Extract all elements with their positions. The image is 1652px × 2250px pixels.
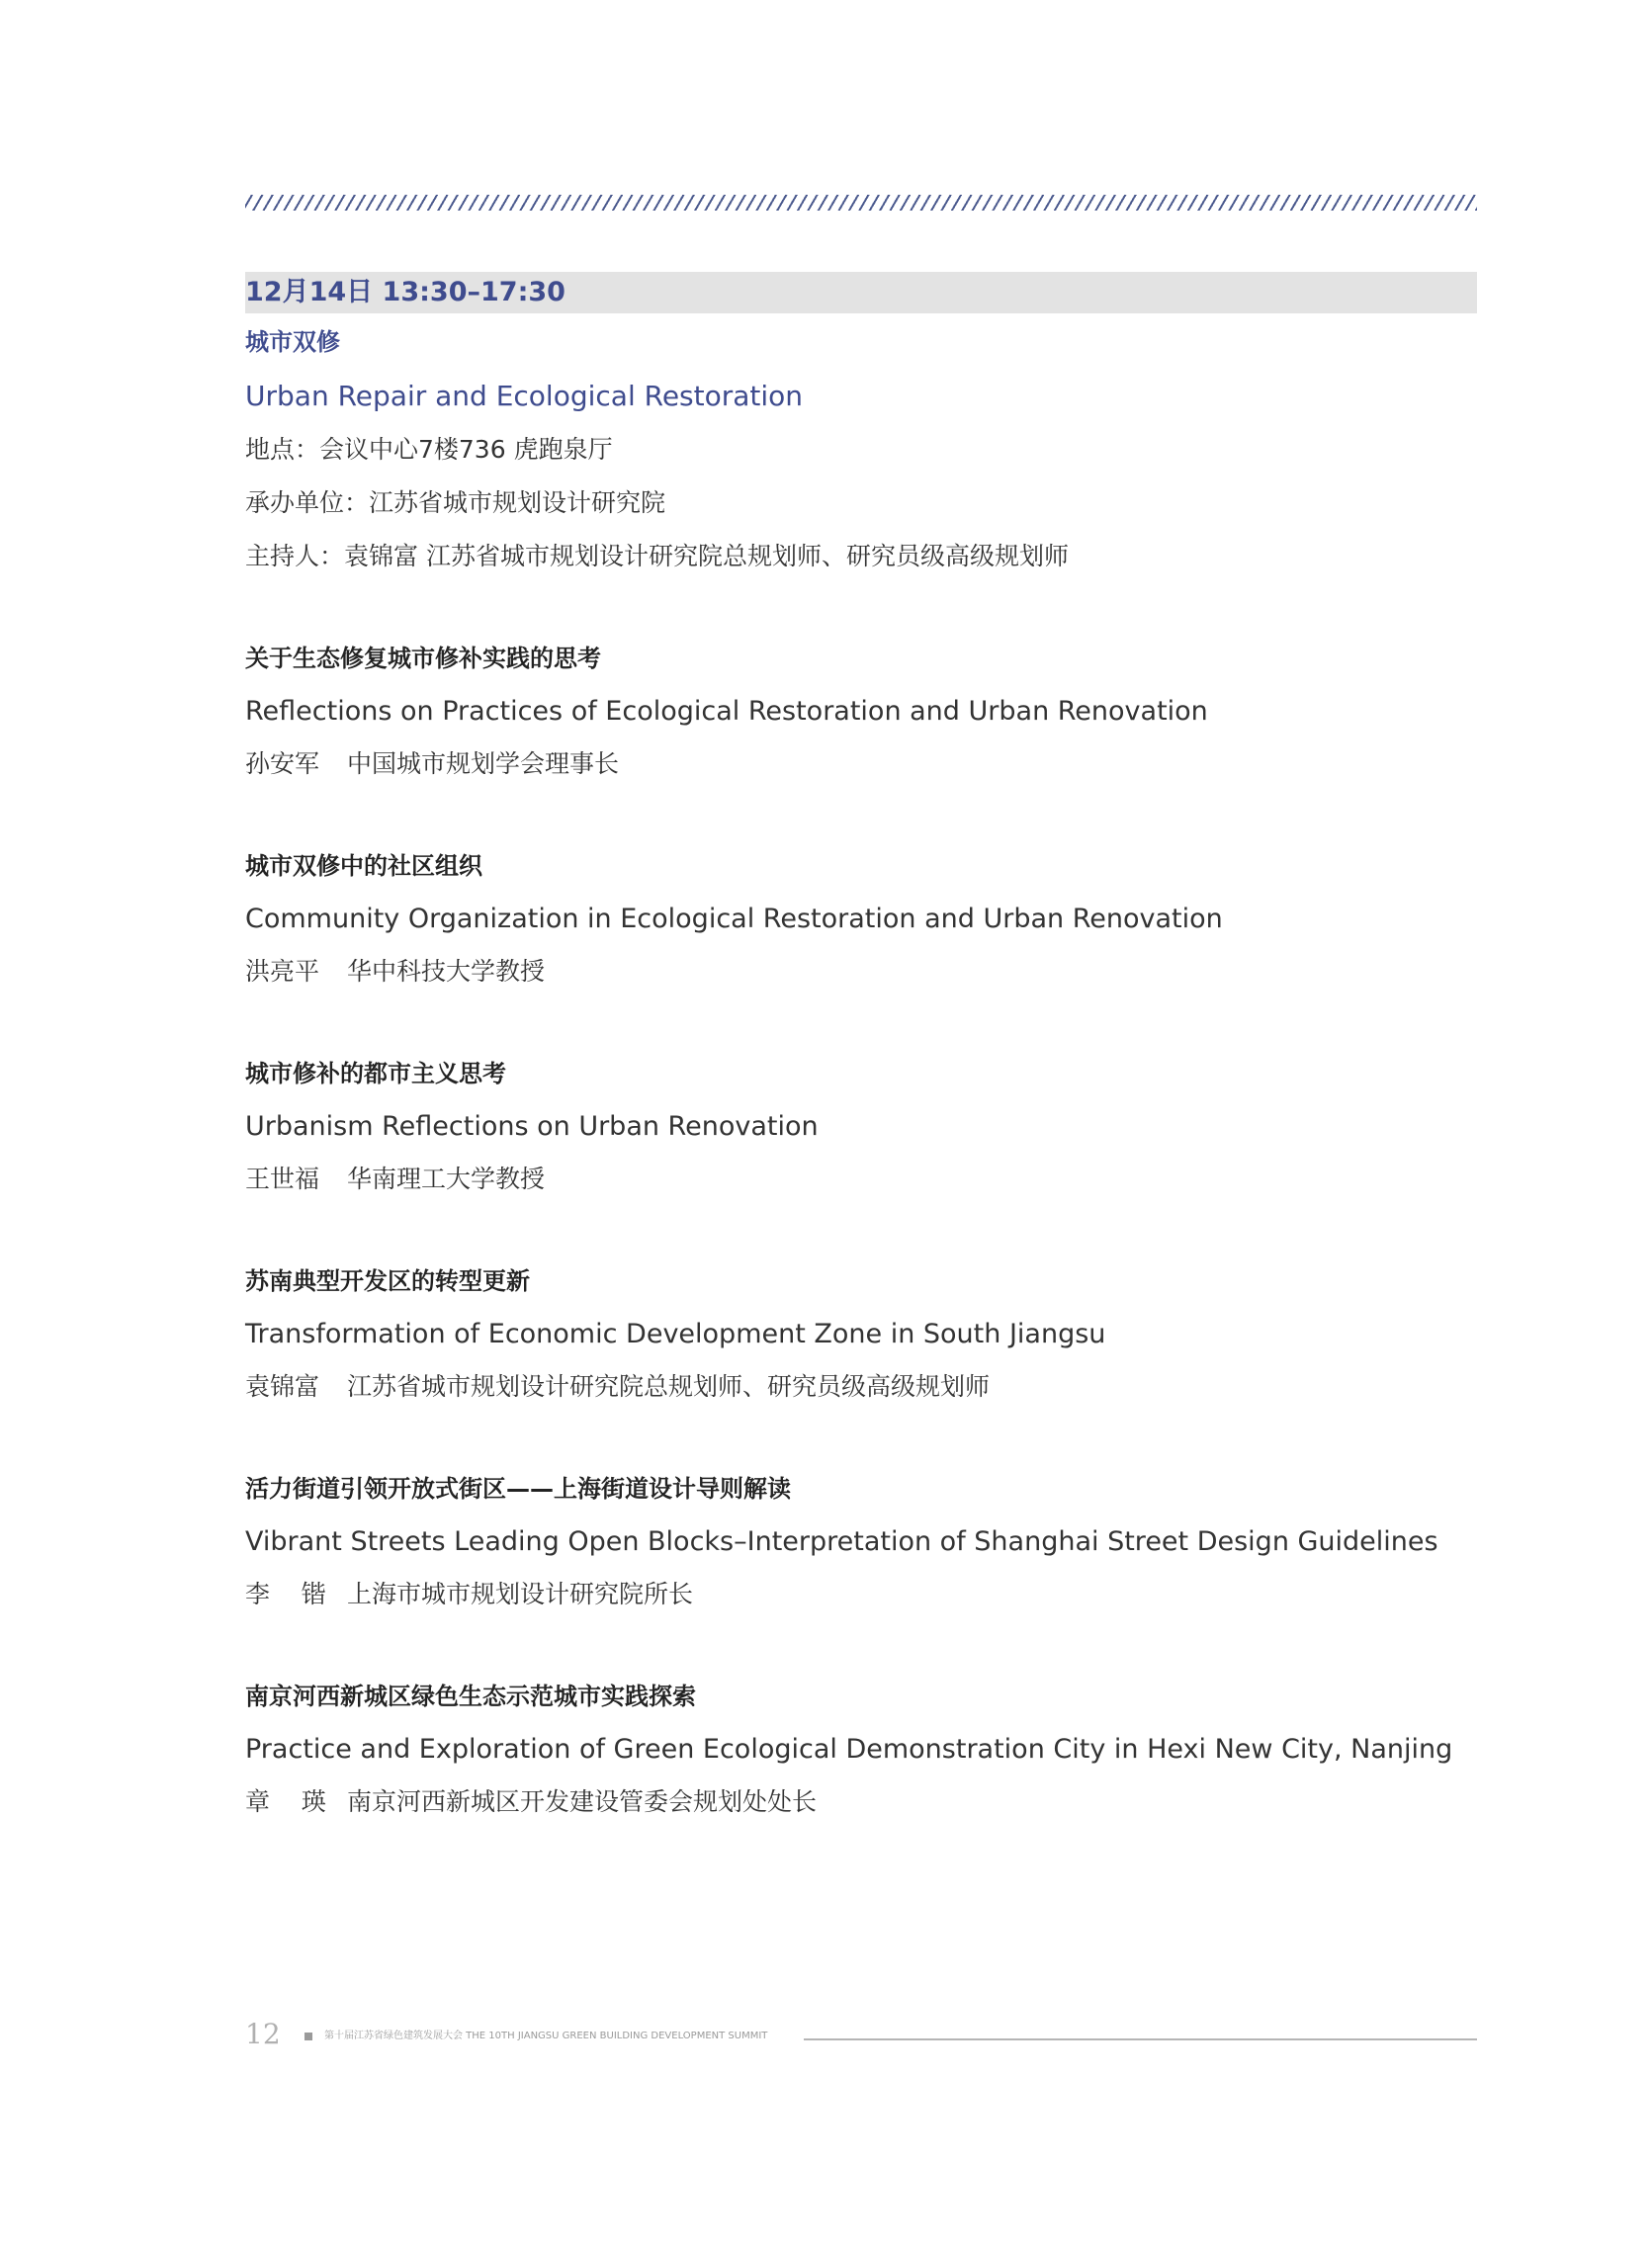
speaker-affiliation: 华南理工大学教授 xyxy=(346,1165,545,1193)
talk-title-cn: 关于生态修复城市修补实践的思考 xyxy=(245,645,601,672)
talk-speaker-line xyxy=(245,1784,1477,1820)
speaker-affiliation: 华中科技大学教授 xyxy=(346,957,545,986)
summit-name: 第十届江苏省绿色建筑发展大会 THE 10TH JIANGSU GREEN BUILDING DEVELOPMENT SUMMIT xyxy=(324,2031,768,2041)
talk-item xyxy=(245,1265,1477,1405)
talk-title-en: Transformation of Economic Development Zone in South Jiangsu xyxy=(245,1319,1106,1349)
talk-item xyxy=(245,1473,1477,1612)
speaker-affiliation: 江苏省城市规划设计研究院总规划师、研究员级高级规划师 xyxy=(346,1372,990,1401)
speaker-affiliation: 中国城市规划学会理事长 xyxy=(346,749,619,778)
talk-speaker-line xyxy=(245,746,1477,782)
square-bullet-icon xyxy=(304,2033,312,2040)
talk-title-en: Community Organization in Ecological Restoration and Urban Renovation xyxy=(245,904,1223,934)
talk-item xyxy=(245,1058,1477,1197)
talk-title-cn: 苏南典型开发区的转型更新 xyxy=(245,1267,530,1295)
speaker-affiliation: 南京河西新城区开发建设管委会规划处处长 xyxy=(346,1787,817,1816)
talk-title-cn: 活力街道引领开放式街区——上海街道设计导则解读 xyxy=(245,1475,791,1503)
decorative-hatch-divider xyxy=(245,195,1477,211)
page-number: 12 xyxy=(245,2018,281,2050)
talk-item xyxy=(245,1681,1477,1820)
session-date-bar: 12月14日 13:30–17:30 xyxy=(245,272,1477,313)
speaker-name: 李 锴 xyxy=(245,1580,326,1608)
talk-title-en: Practice and Exploration of Green Ecological Demonstration City in Hexi New City, Nanjing xyxy=(245,1734,1453,1765)
talk-item xyxy=(245,850,1477,990)
session-content xyxy=(245,272,1477,1820)
talk-title-en: Reflections on Practices of Ecological Restoration and Urban Renovation xyxy=(245,696,1208,727)
talk-title-en: Urbanism Reflections on Urban Renovation xyxy=(245,1111,819,1142)
talk-title-cn: 南京河西新城区绿色生态示范城市实践探索 xyxy=(245,1683,696,1710)
session-title-cn: 城市双修 xyxy=(245,328,340,356)
talk-speaker-line xyxy=(245,1577,1477,1612)
footer-rule xyxy=(804,2038,1477,2040)
talk-item xyxy=(245,643,1477,782)
speaker-name: 章 瑛 xyxy=(245,1787,326,1816)
session-host: 主持人：袁锦富 江苏省城市规划设计研究院总规划师、研究员级高级规划师 xyxy=(245,542,1069,570)
page-footer xyxy=(245,2017,1477,2056)
session-venue: 地点：会议中心7楼736 虎跑泉厅 xyxy=(245,435,613,464)
session-title-en: Urban Repair and Ecological Restoration xyxy=(245,380,804,412)
speaker-name: 洪亮平 xyxy=(245,957,320,986)
speaker-affiliation: 上海市城市规划设计研究院所长 xyxy=(346,1580,693,1608)
talk-title-cn: 城市双修中的社区组织 xyxy=(245,852,482,880)
speaker-name: 孙安军 xyxy=(245,749,320,778)
speaker-name: 袁锦富 xyxy=(245,1372,320,1401)
talk-speaker-line xyxy=(245,1369,1477,1405)
speaker-name: 王世福 xyxy=(245,1165,320,1193)
session-organizer: 承办单位：江苏省城市规划设计研究院 xyxy=(245,488,666,517)
talk-title-en: Vibrant Streets Leading Open Blocks–Interpretation of Shanghai Street Design Guidelines xyxy=(245,1526,1438,1557)
talk-speaker-line xyxy=(245,1162,1477,1197)
talk-title-cn: 城市修补的都市主义思考 xyxy=(245,1060,506,1087)
talk-speaker-line xyxy=(245,954,1477,990)
